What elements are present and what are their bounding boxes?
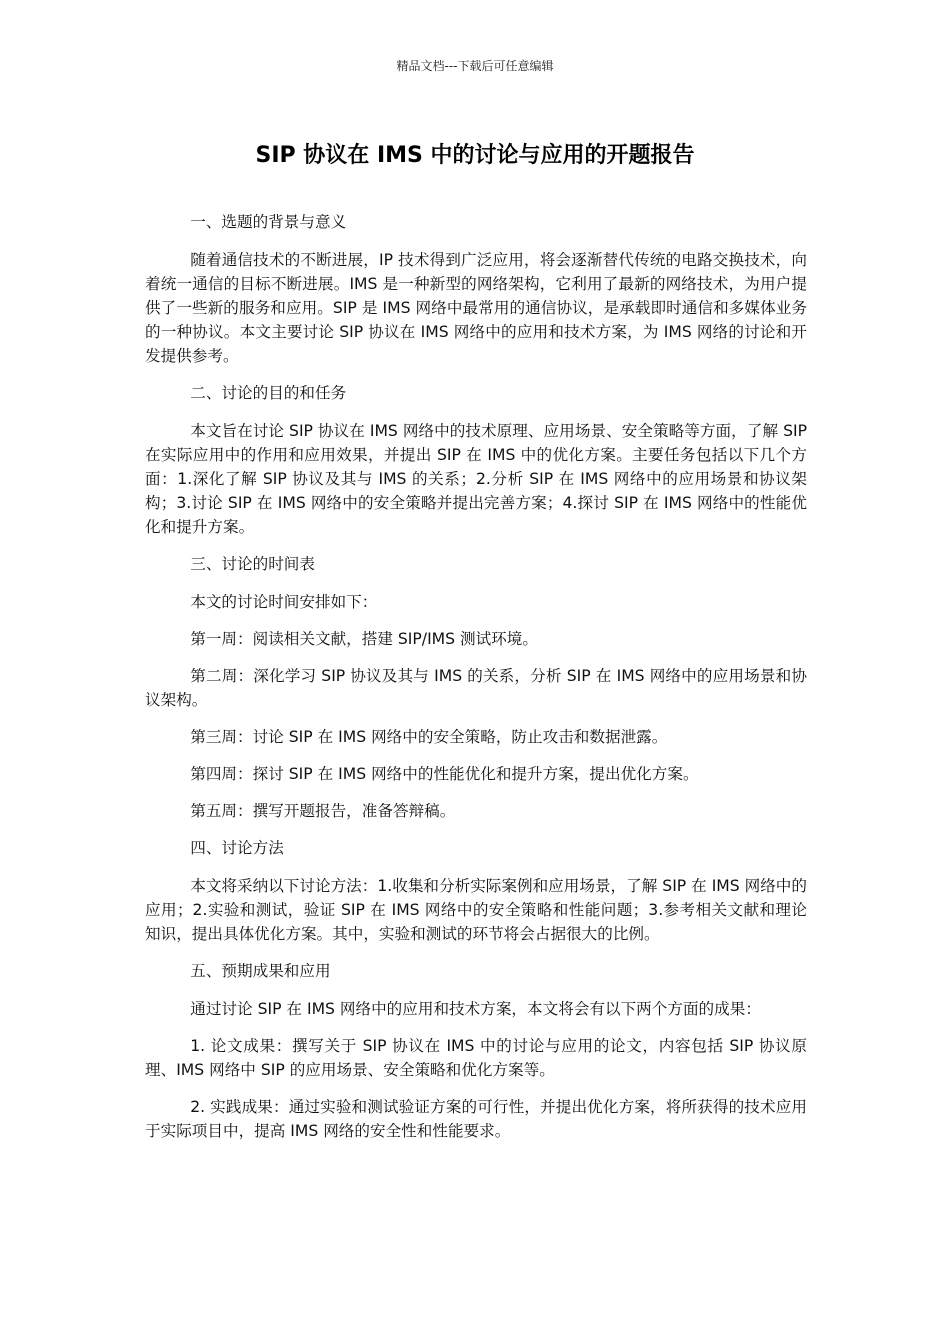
outcome-paper: 1. 论文成果：撰写关于 SIP 协议在 IMS 中的讨论与应用的论文，内容包括 SIP 协议原理、IMS 网络中 SIP 的应用场景、安全策略和优化方案等。 [145,1037,807,1079]
schedule-week-4: 第四周：探讨 SIP 在 IMS 网络中的性能优化和提升方案，提出优化方案。 [190,765,699,783]
page-header-note: 精品文档---下载后可任意编辑 [396,59,554,73]
section-heading-background: 一、选题的背景与意义 [190,213,347,231]
section-heading-purpose: 二、讨论的目的和任务 [190,384,347,402]
paragraph-outcomes-intro: 通过讨论 SIP 在 IMS 网络中的应用和技术方案，本文将会有以下两个方面的成果： [190,1000,761,1018]
schedule-week-1: 第一周：阅读相关文献，搭建 SIP/IMS 测试环境。 [190,630,538,648]
section-heading-methods: 四、讨论方法 [190,839,284,857]
paragraph-background: 随着通信技术的不断进展，IP 技术得到广泛应用，将会逐渐替代传统的电路交换技术，向着统一通信的目标不断进展。IMS 是一种新型的网络架构，它利用了最新的网络技术，为用户提供了一些新的服务和应用。SIP 是 IMS 网络中最常用的通信协议，是承载即时通信和多媒体业务的一种协议。本文主要讨论 SIP 协议在 IMS 网络中的应用和技术方案，为 IMS 网络的讨论和开发提供参考。 [145,251,807,365]
schedule-week-3: 第三周：讨论 SIP 在 IMS 网络中的安全策略，防止攻击和数据泄露。 [190,728,668,746]
document-title: SIP 协议在 IMS 中的讨论与应用的开题报告 [255,143,695,168]
section-heading-outcomes: 五、预期成果和应用 [190,962,331,980]
outcome-practice: 2. 实践成果：通过实验和测试验证方案的可行性，并提出优化方案，将所获得的技术应用于实际项目中，提高 IMS 网络的安全性和性能要求。 [145,1098,807,1140]
section-heading-schedule: 三、讨论的时间表 [190,555,315,573]
document-body [145,210,807,1156]
schedule-week-5: 第五周：撰写开题报告，准备答辩稿。 [190,802,456,820]
schedule-week-2: 第二周：深化学习 SIP 协议及其与 IMS 的关系，分析 SIP 在 IMS 网络中的应用场景和协议架构。 [145,667,807,709]
paragraph-schedule-intro: 本文的讨论时间安排如下： [190,593,378,611]
paragraph-methods: 本文将采纳以下讨论方法：1.收集和分析实际案例和应用场景，了解 SIP 在 IMS 网络中的应用；2.实验和测试，验证 SIP 在 IMS 网络中的安全策略和性能问题；3.参考相关文献和理论知识，提出具体优化方案。其中，实验和测试的环节将会占据很大的比例。 [145,877,807,943]
paragraph-purpose: 本文旨在讨论 SIP 协议在 IMS 网络中的技术原理、应用场景、安全策略等方面，了解 SIP 在实际应用中的作用和应用效果，并提出 SIP 在 IMS 中的优化方案。主要任务包括以下几个方面：1.深化了解 SIP 协议及其与 IMS 的关系；2.分析 SIP 在 IMS 网络中的应用场景和协议架构；3.讨论 SIP 在 IMS 网络中的安全策略并提出完善方案；4.探讨 SIP 在 IMS 网络中的性能优化和提升方案。 [145,422,807,536]
